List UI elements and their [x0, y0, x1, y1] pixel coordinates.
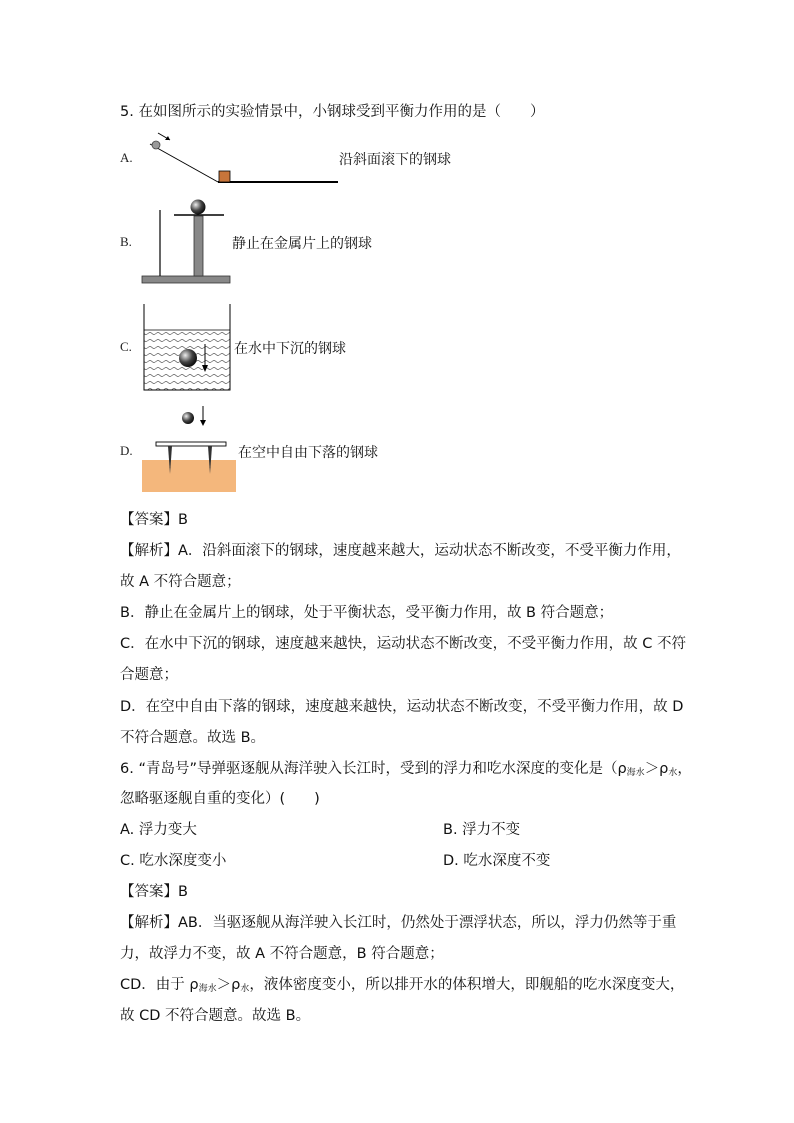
water-tank-figure — [140, 302, 235, 394]
rho-subscript-water: 水 — [240, 984, 250, 994]
q6-analysis-line3 — [120, 975, 684, 999]
arrow-down-icon — [200, 420, 206, 426]
q5-analysis-line: 合题意； — [120, 667, 178, 683]
q6-analysis-line: 故 CD 不符合题意。故选 B。 — [120, 1008, 311, 1024]
steel-ball — [182, 412, 194, 424]
q5-option-b-letter: B. — [120, 234, 132, 249]
q6-option-c: C. 吃水深度变小 — [120, 853, 227, 869]
block — [219, 171, 230, 182]
steel-ball — [152, 141, 160, 149]
incline-figure — [140, 128, 340, 188]
q5-option-c-caption: 在水中下沉的钢球 — [234, 341, 346, 357]
q6-option-d: D. 吃水深度不变 — [443, 853, 551, 869]
q6-stem-line1 — [120, 759, 692, 783]
q5-analysis-line: 【解析】A．沿斜面滚下的钢球，速度越来越大，运动状态不断改变，不受平衡力作用， — [120, 543, 681, 559]
rho-subscript-water: 水 — [668, 768, 678, 778]
greater-than: ＞ρ — [644, 761, 669, 777]
q5-option-d-letter: D. — [120, 443, 133, 458]
q5-analysis-line: B．静止在金属片上的钢球，处于平衡状态，受平衡力作用，故 B 符合题意； — [120, 605, 614, 621]
rho-subscript-sea: 海水 — [626, 768, 645, 778]
q6-stem-text: 6. “青岛号”导弹驱逐舰从海洋驶入长江时，受到的浮力和吃水深度的变化是（ρ — [120, 761, 627, 777]
greater-than: ＞ρ — [216, 977, 241, 993]
q6-analysis-line: 【解析】AB．当驱逐舰从海洋驶入长江时，仍然处于漂浮状态，所以，浮力仍然等于重 — [120, 915, 677, 931]
steel-ball — [179, 349, 197, 367]
q6-analysis-text: ，液体密度变小，所以排开水的体积增大，即舰船的吃水深度变大， — [249, 977, 685, 993]
q5-analysis-line: 故 A 不符合题意； — [120, 574, 241, 590]
q5-analysis-line: D．在空中自由下落的钢球，速度越来越快，运动状态不断改变，不受平衡力作用，故 D — [120, 699, 684, 715]
free-fall-figure — [140, 402, 240, 494]
q6-answer: 【答案】B — [120, 884, 188, 900]
q5-analysis-line: C．在水中下沉的钢球，速度越来越快，运动状态不断改变，不受平衡力作用，故 C 不符 — [120, 636, 686, 652]
q6-option-b: B. 浮力不变 — [443, 822, 521, 838]
q5-analysis-line: 不符合题意。故选 B。 — [120, 730, 266, 746]
q5-option-a-letter: A. — [120, 150, 133, 165]
q5-stem: 5. 在如图所示的实验情景中，小钢球受到平衡力作用的是（ ） — [120, 104, 545, 120]
q5-answer: 【答案】B — [120, 512, 188, 528]
q6-option-a: A. 浮力变大 — [120, 822, 197, 838]
q5-option-a-caption: 沿斜面滚下的钢球 — [339, 152, 451, 168]
q6-stem-line2: 忽略驱逐舰自重的变化）( ) — [120, 791, 320, 807]
q6-analysis-line: 力，故浮力不变，故 A 不符合题意，B 符合题意； — [120, 946, 444, 962]
q5-option-c-letter: C. — [120, 339, 132, 354]
q6-analysis-text: CD．由于 ρ — [120, 977, 199, 993]
sand — [142, 460, 236, 492]
stand-figure — [140, 196, 240, 288]
q6-stem-text: ， — [677, 761, 692, 777]
q5-option-d-caption: 在空中自由下落的钢球 — [238, 445, 378, 461]
metal-plate — [156, 442, 226, 446]
rho-subscript-sea: 海水 — [198, 984, 217, 994]
steel-ball — [191, 200, 206, 215]
q5-option-b-caption: 静止在金属片上的钢球 — [232, 236, 372, 252]
